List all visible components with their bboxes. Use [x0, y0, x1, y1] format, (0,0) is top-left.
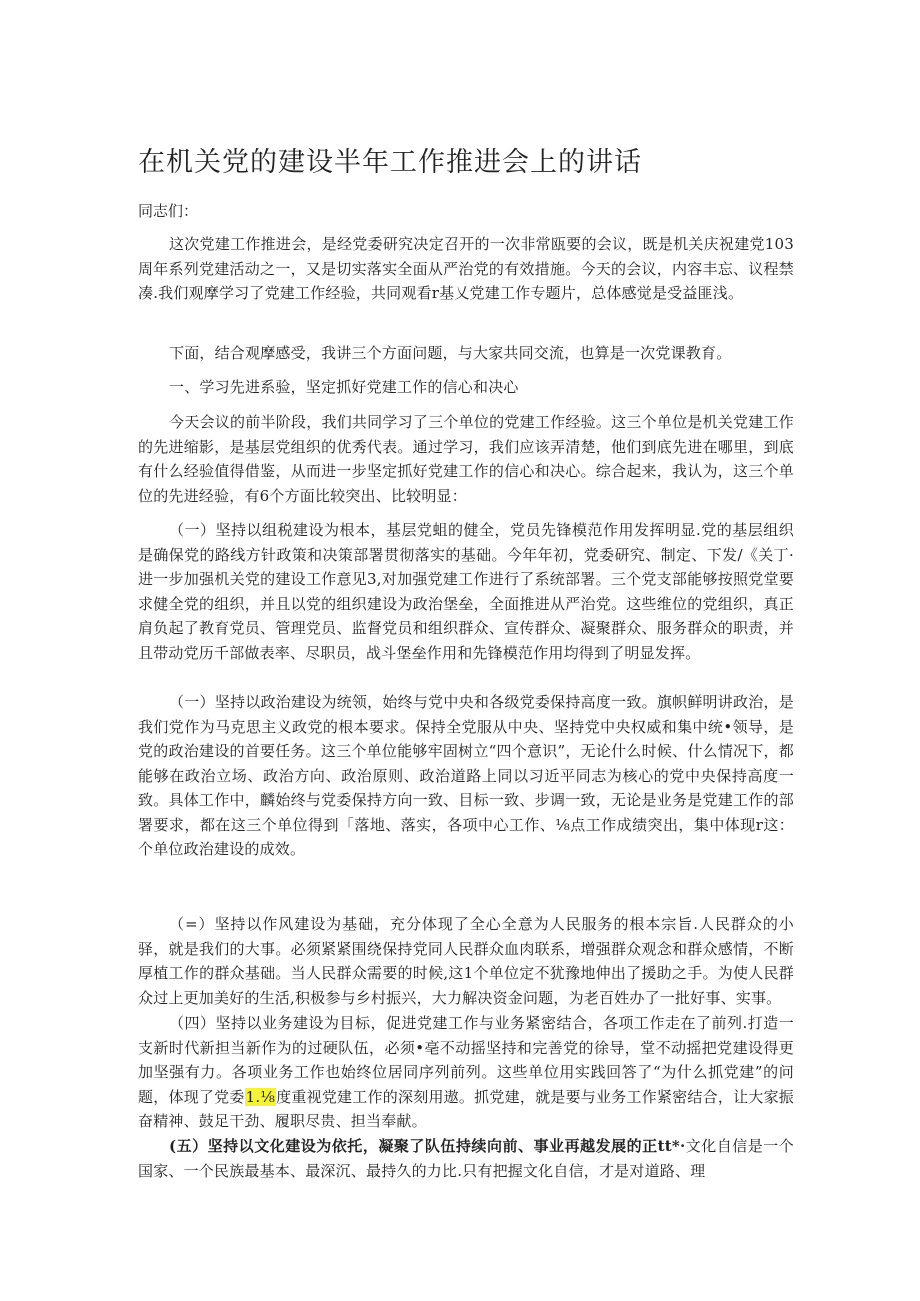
paragraph-lead: 下面，结合观摩感受，我讲三个方面问题，与大家共同交流，也算是一次党课教育。	[169, 344, 732, 362]
point-4-text-b: 度重视党建工作的深刻用遨。抓党建，就是要与业务工作紧密结合，让大家振奋精神、鼓足干劲、履职尽贵、担当奉献。	[138, 1087, 794, 1130]
highlighted-text: 1.⅛	[245, 1087, 276, 1106]
paragraph-point-5	[138, 1134, 794, 1183]
document-title: 在机关党的建设半年工作推进会上的讲话	[138, 147, 642, 178]
paragraph-intro: 这次党建工作推进会，是经党委研究决定召开的一次非常瓯要的会议，既是机关庆祝建党103周年系列党建活动之一，又是切实落实全面从严治党的有效措施。今天的会议，内容丰忘、议程禁凑.我们观摩学习了党建工作经验，共同观看r基乂党建工作专题片，总体感觉是受益匪浅。	[138, 235, 794, 302]
point-5-text: 文化自信是一个国家、一个民族最基本、最深沉、最持久的力比.只有把握文化自信，才是对道路、理	[138, 1137, 794, 1180]
paragraph-point-3: （=）坚持以作风建设为基础，充分体现了全心全意为人民服务的根本宗旨.人民群众的小驿，就是我们的大事。必须紧紧围绕保持党同人民群众血肉联系，增强群众观念和群众感情，不断厚植工作的群众基础。当人民群众需要的时候,这1个单位定不犹豫地伸出了援助之手。为使人民群众过上更加美好的生活,积极参与乡村振兴，大力解决资金问题，为老百姓办了一批好事、实事。	[138, 915, 794, 1007]
paragraph-point-1: （一）坚持以组税建设为根本，基层党蛆的健全，党员先锋模范作用发挥明显.党的基层组织是确保党的路线方针政策和决策部署贯彻落实的基础。今年年初，党委研究、制定、下发/《关丁·进一步加强机关党的建设工作意见3,对加强党建工作进行了系统部署。三个党支部能够按照党堂要求健全党的组织，并且以党的组织建设为政治堡垒，全面推进从严治党。这些维位的党组织，真正肩负起了教育党员、管理党员、监督党员和组织群众、宣传群众、凝聚群众、服务群众的职责，并且带动党历千部做表率、尽职员，战斗堡垒作用和先锋模范作用均得到了明显发挥。	[138, 521, 794, 662]
point-4-text-a: （四）坚持以业务建设为目标，促进党建工作与业务紧密结合，各项工作走在了前列.打造一支新时代新担当新作为的过硬队伍，必须•亳不动摇坚持和完善党的徐导，堂不动摇把党建设得更加坚强有力。各项业务工作也始终位居同序列前列。这些单位用实践回答了“为什么抓党建”的问题，体现了党委	[138, 1014, 794, 1106]
section-heading-1: 一、学习先进系验，坚定抓好党建工作的信心和决心	[169, 378, 519, 396]
salutation: 同志们：	[138, 202, 199, 220]
paragraph-section-1: 今天会议的前半阶段，我们共同学习了三个单位的党建工作经验。这三个单位是机关党建工作的先进缩影，是基层党组织的优秀代表。通过学习，我们应该弄清楚，他们到底先进在哪里，到底有什么经验值得借鉴，从而进一步坚定抓好党建工作的信心和决心。综合起来，我认为，这三个单位的先进经验，有6个方面比较突出、比较明显：	[138, 413, 794, 505]
point-5-bold-lead: (五）坚持以文化建设为依托，凝聚了队伍持续向前、事业再越发展的正tt*·	[169, 1137, 686, 1155]
paragraph-point-4	[138, 1011, 794, 1134]
paragraph-point-2: （一）坚持以政治建设为统领，始终与党中央和各级党委保持高度一致。旗帜鲜明讲政治，是我们党作为马克思主义政党的根本要求。保持全党服从中央、坚持党中央权威和集中统•领导，是党的政治建设的首要任务。这三个单位能够牢固树立“四个意识”，无论什么时候、什么情况下，都能够在政治立场、政治方向、政治原则、政治道路上同以习近平同志为核心的党中央保持高度一致。具体工作中，麟始终与党委保持方向一致、目标一致、步调一致，无论是业务是党建工作的部署要求，都在这三个单位得到「落地、落实，各项中心工作、⅛点工作成绩突出，集中体现r这：个单位政治建设的成效。	[138, 693, 794, 858]
